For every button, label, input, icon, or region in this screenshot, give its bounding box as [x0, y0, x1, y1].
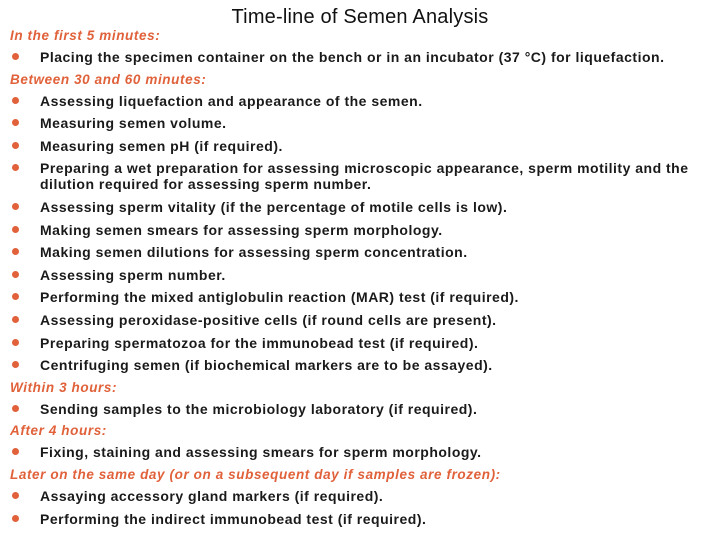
section-later-same-day: [10, 467, 710, 527]
list-item-text: Performing the mixed antiglobulin reaction (MAR) test (if required).: [40, 289, 519, 306]
section-heading: Between 30 and 60 minutes:: [10, 71, 207, 87]
section-heading: In the first 5 minutes:: [10, 28, 161, 43]
list-item: [10, 335, 710, 351]
list-item: [10, 267, 710, 283]
list-item-text: Centrifuging semen (if biochemical markers are to be assayed).: [40, 357, 493, 374]
list-item: [10, 444, 710, 460]
list-item: [10, 289, 710, 305]
bullet-icon: [12, 53, 19, 60]
list-item-text: Making semen smears for assessing sperm morphology.: [40, 221, 443, 238]
list-item-text: Measuring semen pH (if required).: [40, 137, 283, 154]
list-item-text: Assessing liquefaction and appearance of the semen.: [40, 92, 423, 109]
list-item: [10, 488, 710, 504]
bullet-icon: [12, 405, 19, 412]
list-item-text: Assessing sperm vitality (if the percentage of motile cells is low).: [40, 198, 508, 215]
list-item-text: Performing the indirect immunobead test (if required).: [40, 510, 427, 527]
bullet-icon: [12, 164, 19, 171]
list-item-text: Preparing spermatozoa for the immunobead test (if required).: [40, 334, 479, 351]
section-30-60-minutes: [10, 72, 710, 374]
list-item-text: Sending samples to the microbiology laboratory (if required).: [40, 400, 478, 417]
list-item: [10, 138, 710, 154]
bullet-icon: [12, 293, 19, 300]
list-item: [10, 222, 710, 238]
bullet-icon: [12, 492, 19, 499]
section-within-3-hours: [10, 380, 710, 417]
list-item-text: Assessing peroxidase-positive cells (if round cells are present).: [40, 311, 497, 328]
bullet-icon: [12, 142, 19, 149]
list-item-text: Making semen dilutions for assessing sperm concentration.: [40, 244, 468, 261]
section-after-4-hours: [10, 423, 710, 460]
list-item: [10, 49, 710, 65]
bullet-icon: [12, 248, 19, 255]
list-item-text: Preparing a wet preparation for assessing microscopic appearance, sperm motility and the dilution required for assessing sperm number.: [40, 160, 689, 193]
bullet-icon: [12, 203, 19, 210]
section-heading: After 4 hours:: [10, 423, 107, 439]
list-item-text: Assessing sperm number.: [40, 266, 226, 283]
list-item: [10, 312, 710, 328]
section-first-5-minutes: [10, 28, 710, 65]
timeline-content: [10, 28, 710, 533]
list-item-text: Placing the specimen container on the bench or in an incubator (37 °C) for liquefaction.: [40, 49, 665, 65]
section-heading: Within 3 hours:: [10, 379, 118, 395]
bullet-icon: [12, 448, 19, 455]
bullet-icon: [12, 339, 19, 346]
list-item-text: Assaying accessory gland markers (if required).: [40, 487, 384, 504]
list-item: [10, 115, 710, 131]
page-title: Time-line of Semen Analysis: [231, 6, 489, 28]
list-item: [10, 160, 710, 192]
list-item-text: Fixing, staining and assessing smears for sperm morphology.: [40, 444, 482, 461]
bullet-icon: [12, 271, 19, 278]
list-item: [10, 244, 710, 260]
list-item: [10, 357, 710, 373]
bullet-icon: [12, 97, 19, 104]
list-item-text: Measuring semen volume.: [40, 115, 227, 132]
bullet-icon: [12, 316, 19, 323]
list-item: [10, 401, 710, 417]
bullet-icon: [12, 515, 19, 522]
list-item: [10, 93, 710, 109]
list-item: [10, 199, 710, 215]
section-heading: Later on the same day (or on a subsequent day if samples are frozen):: [10, 466, 501, 482]
list-item: [10, 511, 710, 527]
bullet-icon: [12, 226, 19, 233]
bullet-icon: [12, 119, 19, 126]
bullet-icon: [12, 361, 19, 368]
